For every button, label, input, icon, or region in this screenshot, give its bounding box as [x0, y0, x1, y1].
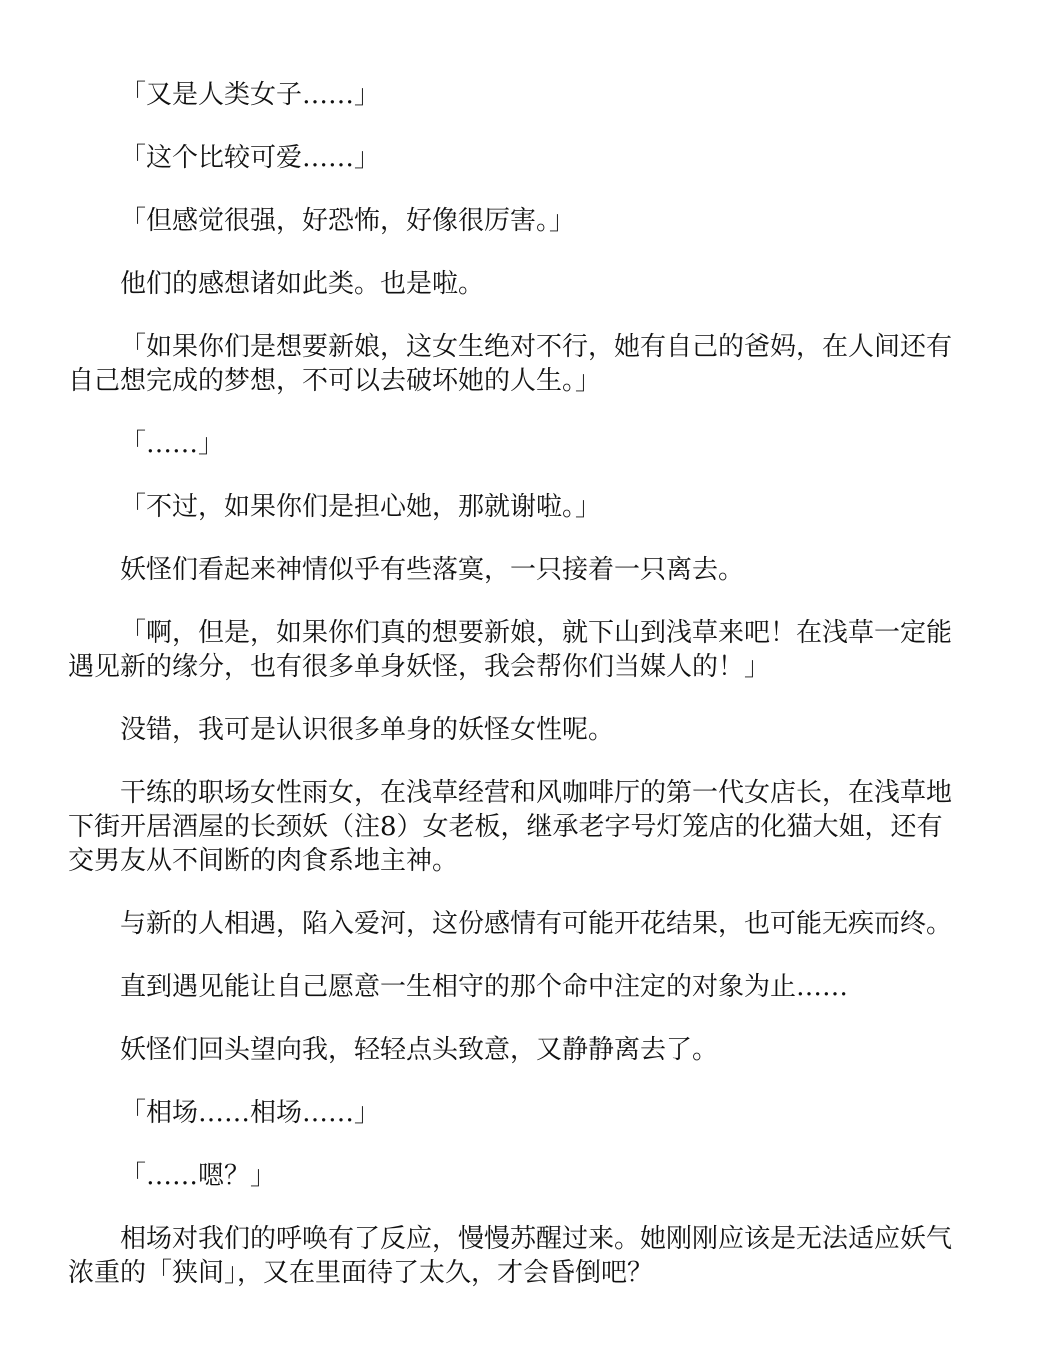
paragraph — [68, 1096, 974, 1130]
paragraph — [68, 1222, 974, 1290]
paragraph — [68, 490, 974, 524]
text-line: 自己想完成的梦想，不可以去破坏她的人生。」 — [68, 366, 602, 396]
text-line: 没错，我可是认识很多单身的妖怪女性呢。 — [120, 715, 615, 745]
paragraph — [68, 616, 974, 684]
text-line: 「啊，但是，如果你们真的想要新娘，就下山到浅草来吧！在浅草一定能 — [120, 618, 953, 648]
paragraph — [68, 204, 974, 238]
text-line: 浓重的「狭间」，又在里面待了太久，才会昏倒吧？ — [68, 1258, 654, 1288]
paragraph — [68, 1033, 974, 1067]
text-line: 下街开居酒屋的长颈妖（注8）女老板，继承老字号灯笼店的化猫大姐，还有 — [68, 812, 943, 842]
text-line: 妖怪们回头望向我，轻轻点头致意，又静静离去了。 — [120, 1035, 719, 1065]
text-line: 「……」 — [120, 429, 225, 459]
text-line: 「这个比较可爱……」 — [120, 143, 381, 173]
text-line: 「相场……相场……」 — [120, 1098, 381, 1128]
text-line: 「但感觉很强，好恐怖，好像很厉害。」 — [120, 206, 576, 236]
paragraph — [68, 970, 974, 1004]
paragraph — [68, 141, 974, 175]
text-line: 与新的人相遇，陷入爱河，这份感情有可能开花结果，也可能无疾而终。 — [120, 909, 953, 939]
text-line: 妖怪们看起来神情似乎有些落寞，一只接着一只离去。 — [120, 555, 745, 585]
text-line: 「又是人类女子……」 — [120, 80, 381, 110]
paragraph — [68, 1159, 974, 1193]
paragraph — [68, 907, 974, 941]
text-line: 相场对我们的呼唤有了反应，慢慢苏醒过来。她刚刚应该是无法适应妖气 — [120, 1224, 953, 1254]
paragraph — [68, 267, 974, 301]
paragraph — [68, 427, 974, 461]
text-line: 遇见新的缘分，也有很多单身妖怪，我会帮你们当媒人的！」 — [68, 652, 771, 682]
text-line: 他们的感想诸如此类。也是啦。 — [120, 269, 485, 299]
text-line: 「如果你们是想要新娘，这女生绝对不行，她有自己的爸妈，在人间还有 — [120, 332, 953, 362]
text-line: 「不过，如果你们是担心她，那就谢啦。」 — [120, 492, 602, 522]
text-line: 直到遇见能让自己愿意一生相守的那个命中注定的对象为止…… — [120, 972, 849, 1002]
novel-page — [68, 78, 974, 1319]
text-line: 干练的职场女性雨女，在浅草经营和风咖啡厅的第一代女店长，在浅草地 — [120, 778, 953, 808]
paragraph — [68, 776, 974, 878]
text-line: 「……嗯？」 — [120, 1161, 277, 1191]
text-line: 交男友从不间断的肉食系地主神。 — [68, 846, 459, 876]
paragraph — [68, 713, 974, 747]
paragraph — [68, 78, 974, 112]
paragraph — [68, 553, 974, 587]
paragraph — [68, 330, 974, 398]
